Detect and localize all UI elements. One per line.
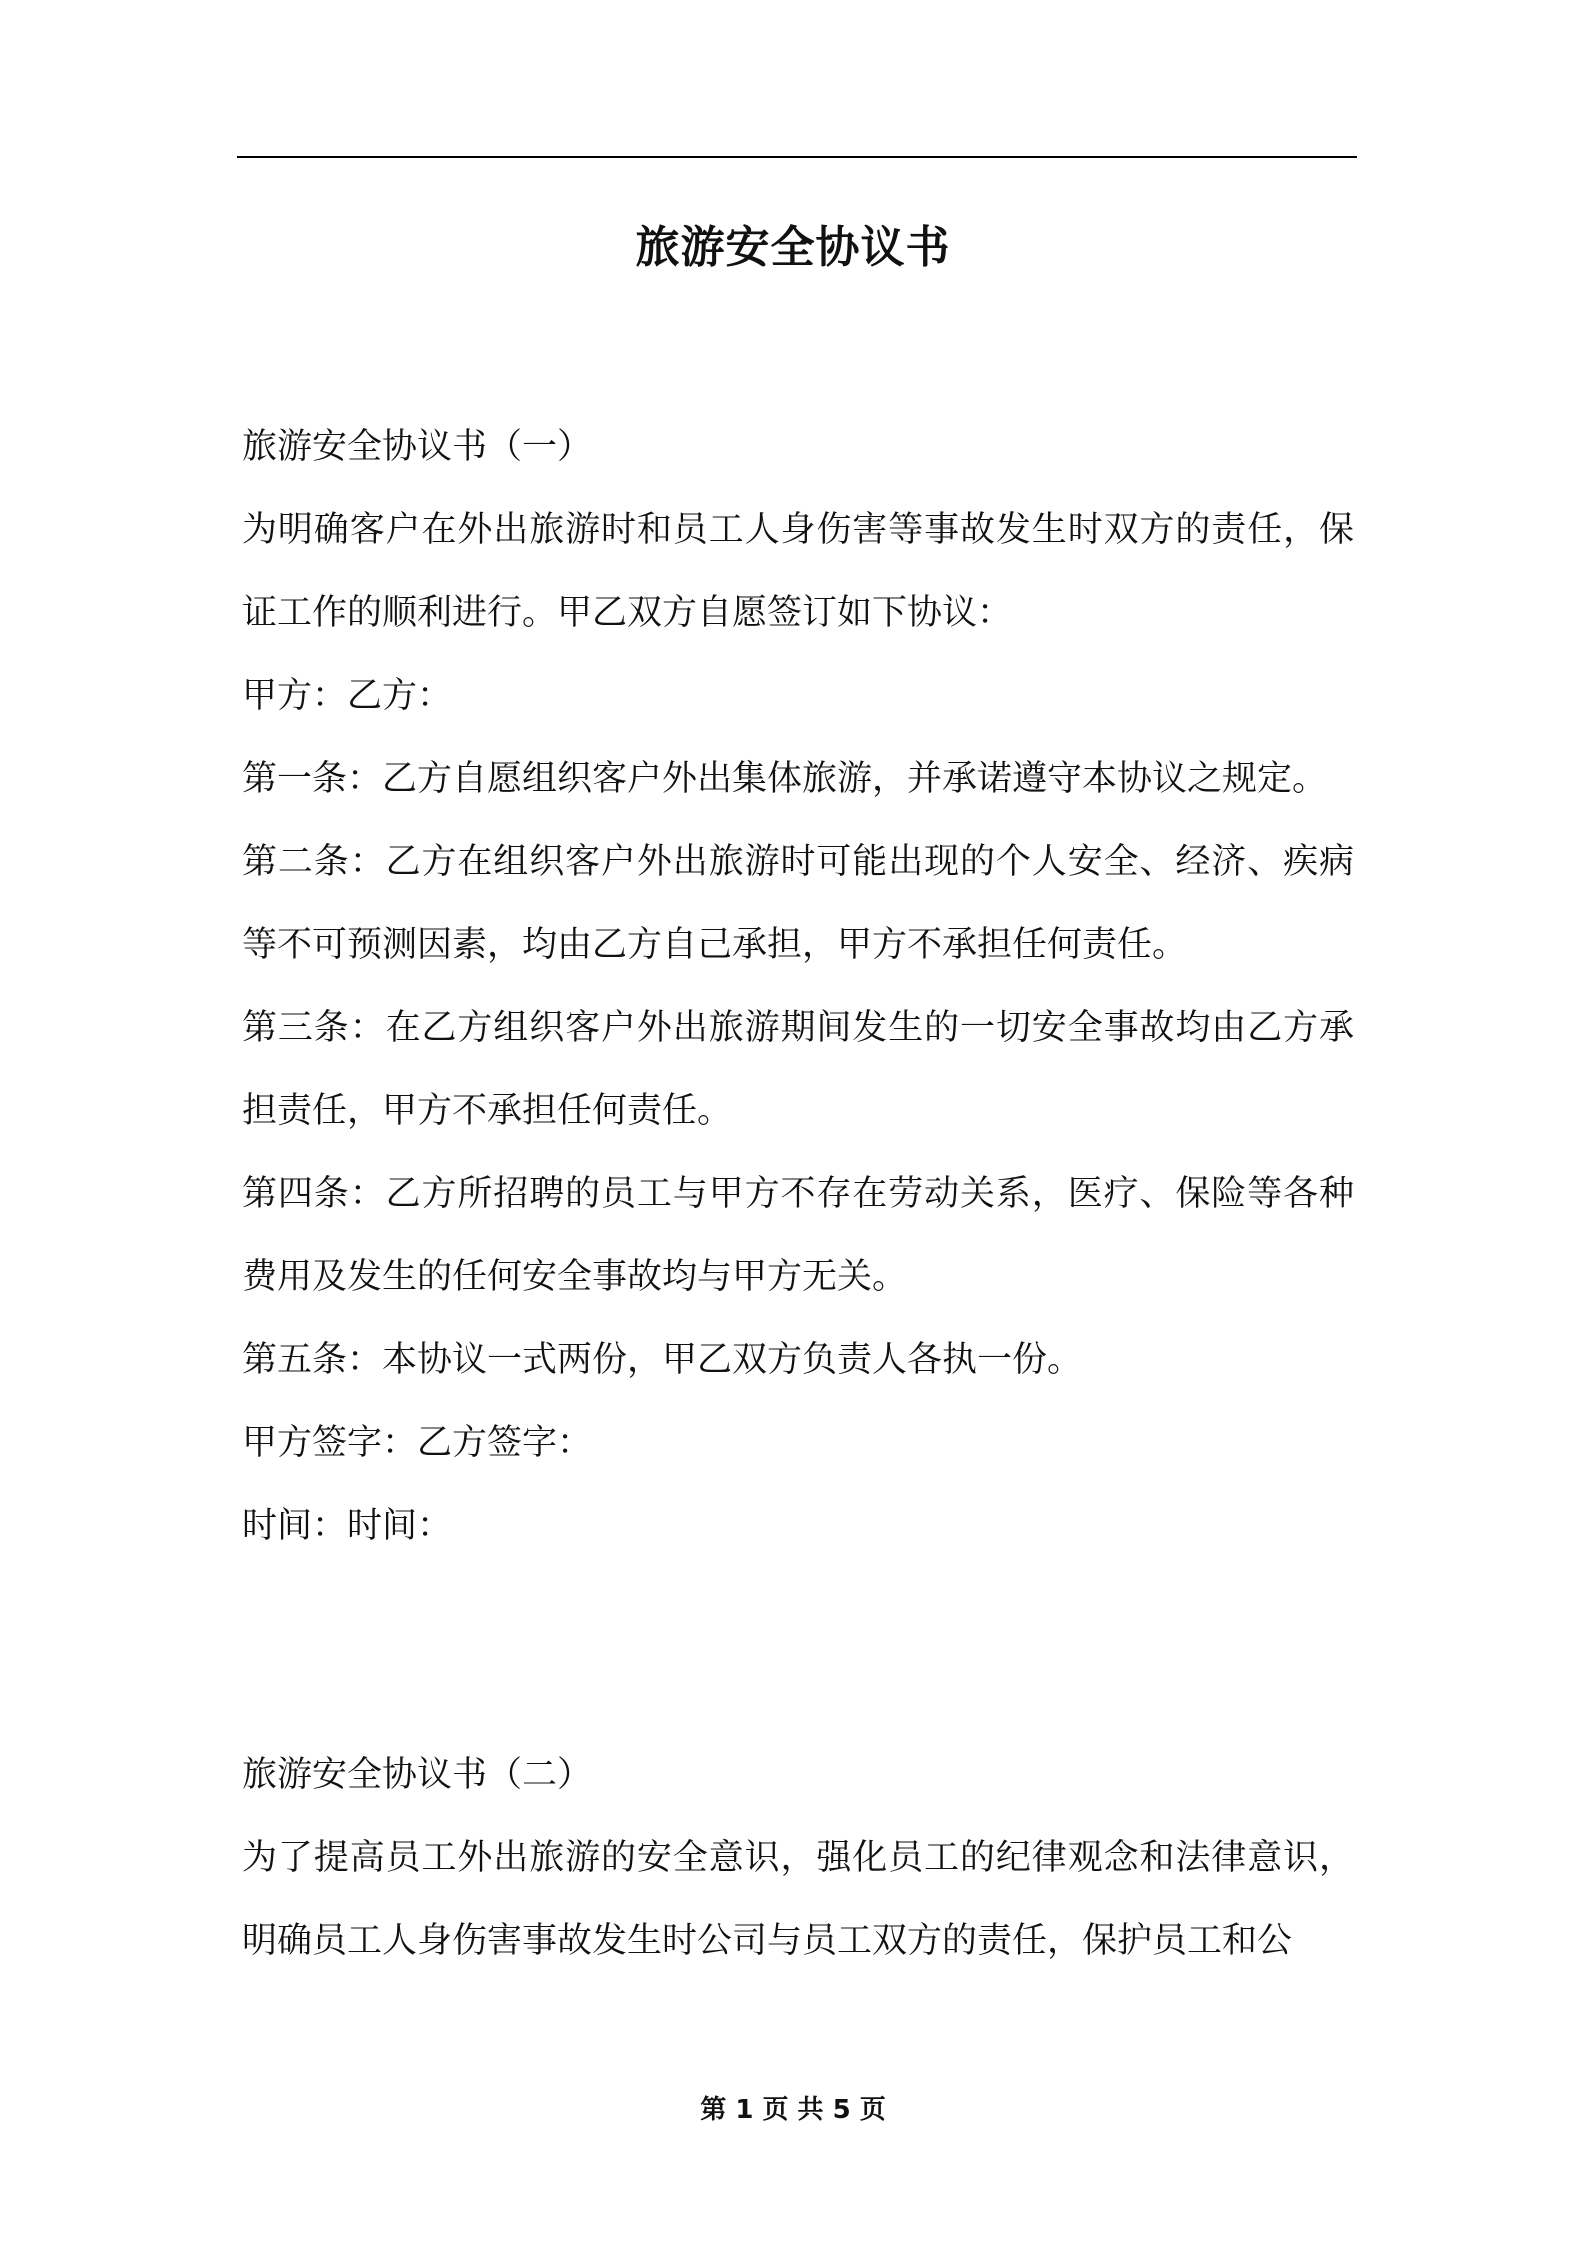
- paragraph-parties: 甲方：乙方：: [242, 676, 453, 716]
- page-footer: 第 1 页 共 5 页: [700, 2095, 886, 2125]
- paragraph-dates: 时间：时间：: [242, 1506, 453, 1546]
- document-body: [242, 406, 1354, 1983]
- paragraph-article-4: 第四条：乙方所招聘的员工与甲方不存在劳动关系，医疗、保险等各种费用及发生的任何安全事故均与甲方无关。: [242, 1174, 1354, 1297]
- section-heading-2: 旅游安全协议书（二）: [242, 1755, 593, 1795]
- paragraph-intro: 为明确客户在外出旅游时和员工人身伤害等事故发生时双方的责任，保证工作的顺利进行。甲乙双方自愿签订如下协议：: [242, 510, 1354, 633]
- document-title: 旅游安全协议书: [635, 222, 951, 273]
- paragraph-article-5: 第五条：本协议一式两份，甲乙双方负责人各执一份。: [242, 1340, 1083, 1380]
- paragraph-intro-2: 为了提高员工外出旅游的安全意识，强化员工的纪律观念和法律意识，明确员工人身伤害事故发生时公司与员工双方的责任，保护员工和公: [242, 1838, 1354, 1961]
- section-heading-1: 旅游安全协议书（一）: [242, 427, 593, 467]
- paragraph-article-2: 第二条：乙方在组织客户外出旅游时可能出现的个人安全、经济、疾病等不可预测因素，均由乙方自己承担，甲方不承担任何责任。: [242, 842, 1354, 965]
- paragraph-article-3: 第三条：在乙方组织客户外出旅游期间发生的一切安全事故均由乙方承担责任，甲方不承担任何责任。: [242, 1008, 1354, 1131]
- header-rule: [237, 156, 1357, 158]
- section-spacer: [242, 1568, 1354, 1734]
- paragraph-article-1: 第一条：乙方自愿组织客户外出集体旅游，并承诺遵守本协议之规定。: [242, 759, 1328, 799]
- paragraph-signatures: 甲方签字：乙方签字：: [242, 1423, 593, 1463]
